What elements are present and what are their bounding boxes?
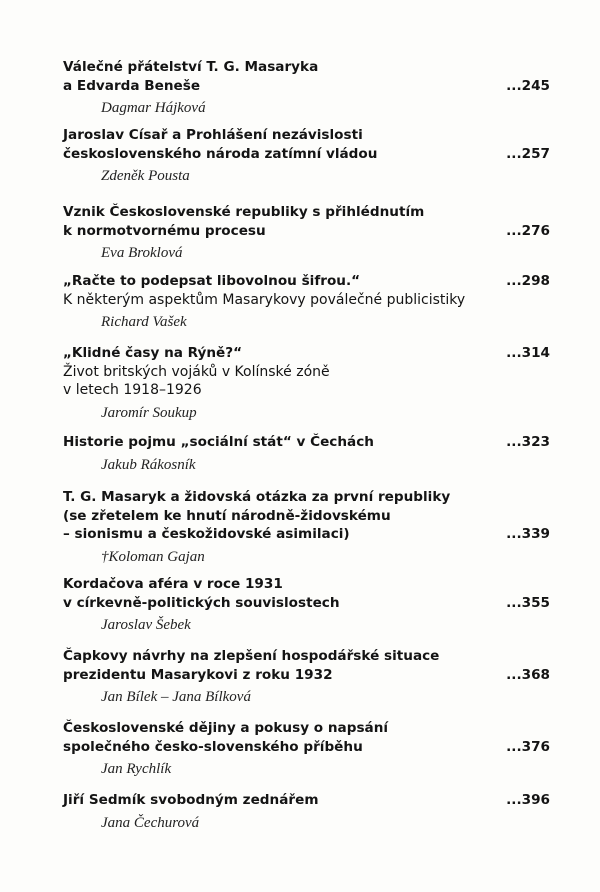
page-number: ...276: [506, 222, 550, 239]
title-text: k normotvornému procesu: [63, 222, 266, 239]
entry-title: [63, 58, 550, 77]
entry-author: Jaroslav Šebek: [101, 617, 191, 633]
title-text: Jiří Sedmík svobodným zednářem: [63, 792, 319, 808]
entry-title-continued: [63, 594, 550, 613]
toc-entry: [63, 344, 550, 423]
entry-author: †Koloman Gajan: [101, 548, 205, 565]
toc-entry: [63, 647, 550, 707]
title-text: v letech 1918–1926: [63, 382, 202, 398]
page-number: ...257: [506, 145, 550, 162]
title-text: K některým aspektům Masarykovy poválečné publicistiky: [63, 291, 466, 308]
title-text: a Edvarda Beneše: [63, 77, 201, 94]
toc-entry: [63, 58, 550, 118]
page-number: ...314: [506, 345, 550, 361]
entry-title-continued: [63, 738, 550, 757]
toc-entry: [63, 719, 550, 779]
entry-author: Jakub Rákosník: [101, 456, 196, 473]
title-text: – sionismu a českožidovské asimilaci): [63, 526, 350, 542]
entry-author: Jaromír Soukup: [101, 404, 197, 421]
title-text: Kordačova aféra v roce 1931: [63, 576, 283, 592]
title-text: Historie pojmu „sociální stát“ v Čechách: [63, 434, 374, 450]
page-number: ...339: [506, 526, 550, 542]
toc-entry: [63, 575, 550, 635]
page-number: ...376: [506, 738, 550, 755]
title-text: v církevně-politických souvislostech: [63, 594, 340, 611]
entry-author: Eva Broklová: [101, 245, 183, 261]
title-text: Válečné přátelství T. G. Masaryka: [63, 59, 319, 75]
title-text: Jaroslav Císař a Prohlášení nezávislosti: [63, 127, 363, 143]
page-number: ...245: [506, 77, 550, 94]
title-text: Život britských vojáků v Kolínské zóně: [63, 363, 330, 380]
toc-entry: [63, 126, 550, 186]
entry-author: Dagmar Hájková: [101, 100, 206, 116]
entry-author: Jana Čechurová: [101, 814, 200, 831]
entry-title: [63, 344, 550, 363]
page-number: ...355: [506, 594, 550, 611]
title-text: T. G. Masaryk a židovská otázka za první republiky: [63, 489, 451, 505]
title-text: „Račte to podepsat libovolnou šifrou.“: [63, 273, 361, 289]
entry-title-continued: [63, 222, 550, 241]
title-text: československého národa zatímní vládou: [63, 145, 378, 162]
entry-subtitle: [63, 363, 550, 382]
page-number: ...323: [506, 434, 550, 450]
entry-title: [63, 575, 550, 594]
entry-title: [63, 126, 550, 145]
title-text: Čapkovy návrhy na zlepšení hospodářské situace: [63, 648, 440, 664]
entry-title: [63, 203, 550, 222]
title-text: (se zřetelem ke hnutí národně-židovskému: [63, 507, 391, 524]
title-text: společného česko-slovenského příběhu: [63, 738, 363, 755]
toc-entry: [63, 488, 550, 567]
title-text: prezidentu Masarykovi z roku 1932: [63, 666, 333, 683]
page-number: ...298: [506, 273, 550, 289]
entry-title-continued: [63, 525, 550, 544]
entry-title: [63, 433, 550, 452]
entry-title: [63, 719, 550, 738]
entry-subtitle: [63, 291, 550, 310]
entry-title-continued: [63, 666, 550, 685]
entry-title-continued: [63, 77, 550, 96]
entry-title: [63, 272, 550, 291]
entry-title-continued: [63, 145, 550, 164]
toc-entry: [63, 203, 550, 263]
page-number: ...396: [506, 792, 550, 808]
entry-title: [63, 647, 550, 666]
entry-subtitle: [63, 381, 550, 400]
toc-entry: [63, 272, 550, 332]
toc-entry: [63, 791, 550, 833]
entry-author: Zdeněk Pousta: [101, 168, 190, 184]
title-text: Vznik Československé republiky s přihlédnutím: [63, 204, 425, 220]
title-text: Československé dějiny a pokusy o napsání: [63, 720, 389, 736]
entry-author: Richard Vašek: [101, 314, 187, 330]
entry-title: [63, 488, 550, 507]
page-number: ...368: [506, 666, 550, 683]
entry-author: Jan Bílek – Jana Bílková: [101, 689, 251, 705]
title-text: „Klidné časy na Rýně?“: [63, 345, 243, 361]
entry-title-continued: [63, 507, 550, 526]
entry-title: [63, 791, 550, 810]
toc-entry: [63, 433, 550, 475]
entry-author: Jan Rychlík: [101, 761, 172, 777]
